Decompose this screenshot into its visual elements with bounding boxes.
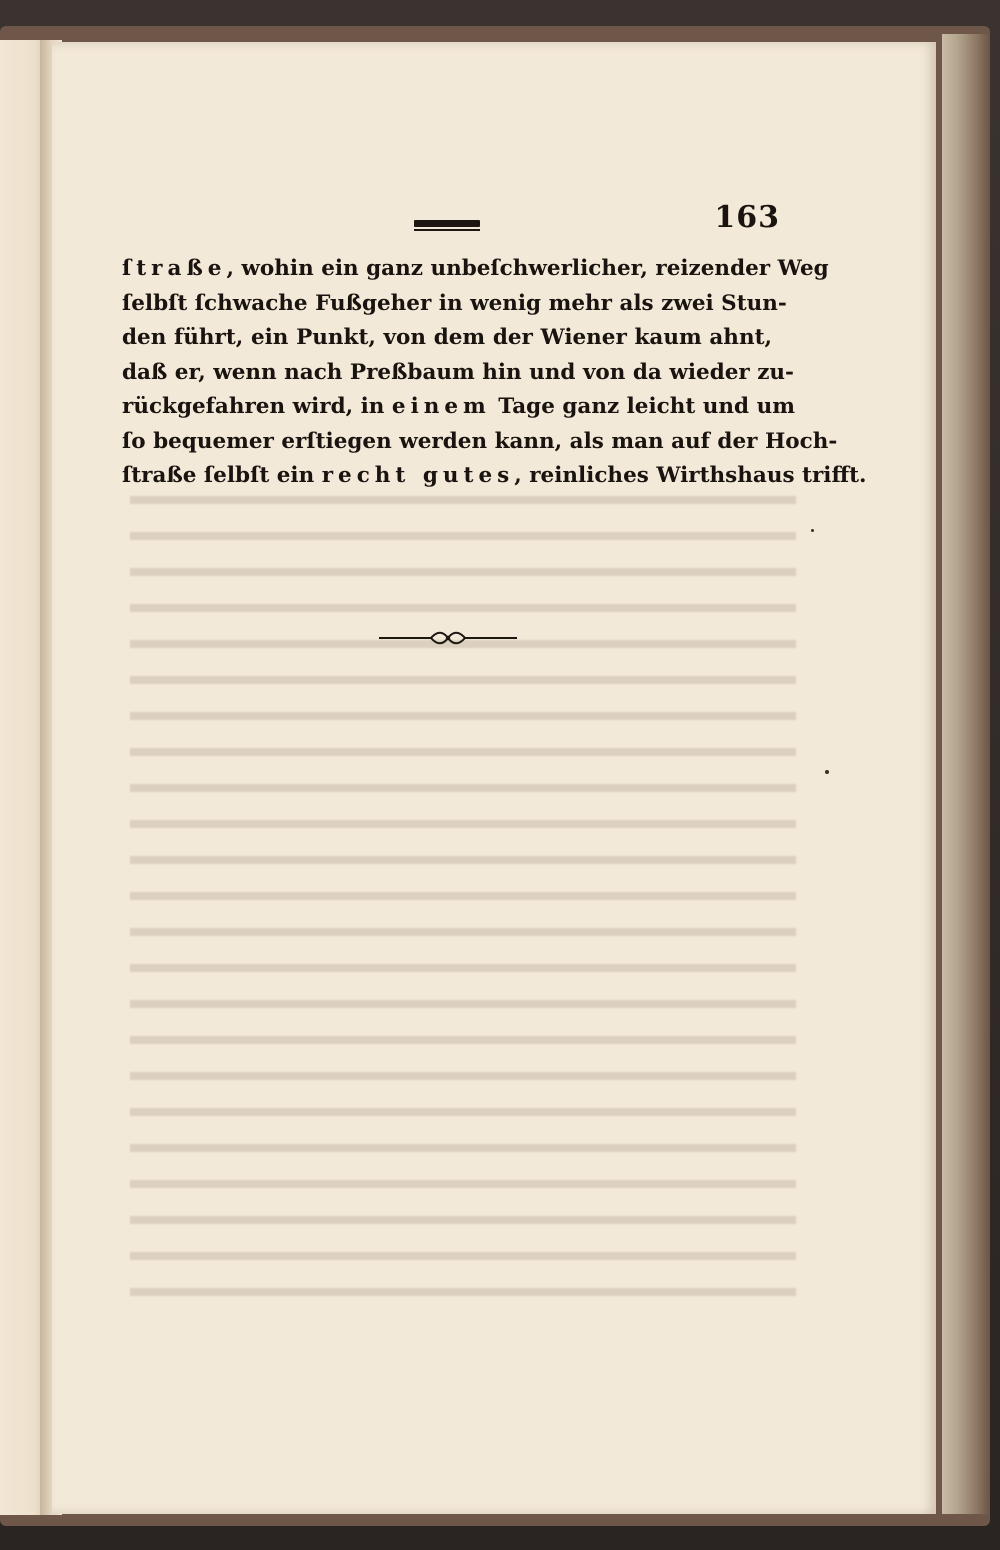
text-line: den führt, ein Punkt, von dem der Wiener kaum ahnt,: [122, 325, 772, 350]
text-fragment: ſtraße ſelbſt ein: [122, 463, 322, 488]
text-line: daß er, wenn nach Preßbaum hin und von da wieder zu-: [122, 359, 794, 385]
text-fragment: rückgefahren wird, in: [122, 394, 392, 419]
page-edges: [942, 34, 990, 1514]
emphasized-word: ſtraße: [122, 256, 227, 281]
text-line: [122, 459, 867, 494]
paper-speck: [811, 529, 814, 532]
recto-page: [52, 42, 936, 1514]
emphasized-word: einem: [391, 394, 491, 419]
text-line: ſo bequemer erſtiegen werden kann, als man auf der Hoch-: [122, 428, 838, 454]
emphasized-word: recht gutes: [321, 463, 515, 488]
page-number: 163: [714, 200, 780, 235]
running-header: [124, 200, 780, 240]
text-line: ſelbſt ſchwache Fußgeher in wenig mehr als zwei Stun-: [122, 290, 787, 316]
ornament-divider-icon: [377, 627, 519, 649]
text-line: [122, 390, 795, 425]
paper-speck: [825, 770, 829, 774]
show-through-text: [130, 482, 796, 1322]
body-paragraph: [122, 252, 867, 494]
text-fragment: , reinliches Wirthshaus trifft.: [514, 463, 867, 488]
header-rule: [414, 220, 480, 227]
text-fragment: , wohin ein ganz unbeſchwerlicher, reizender Weg: [226, 256, 829, 281]
text-line: [122, 252, 829, 287]
text-fragment: Tage ganz leicht und um: [490, 394, 795, 419]
